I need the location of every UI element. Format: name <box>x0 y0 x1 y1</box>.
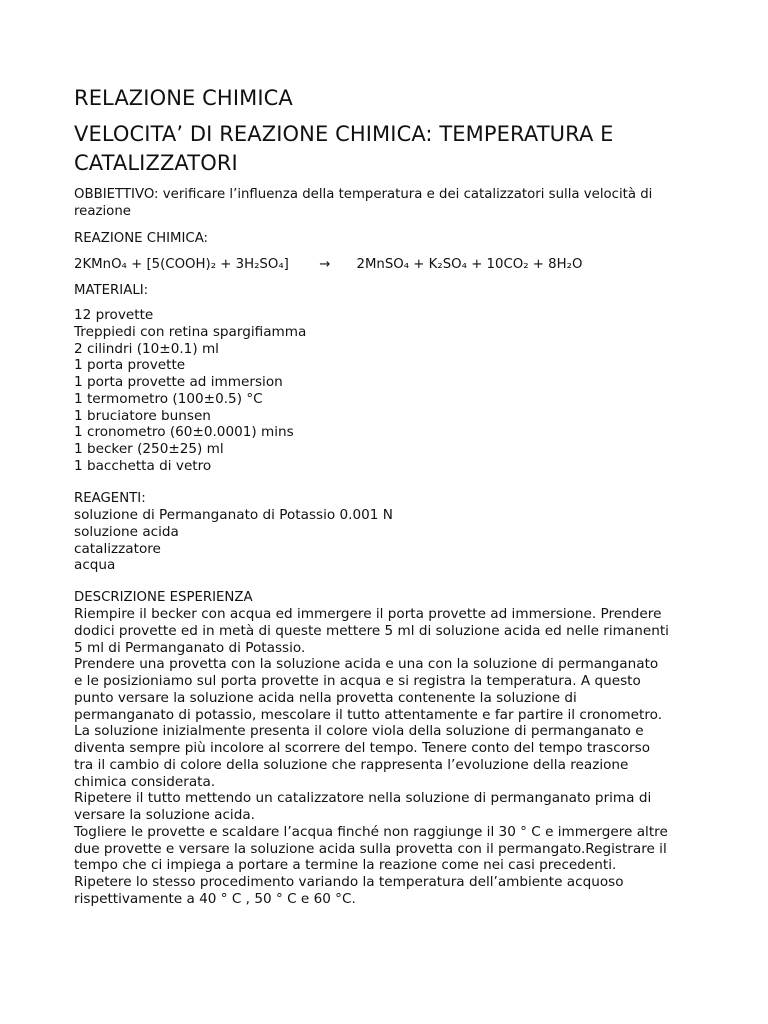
document-subtitle-line-2: CATALIZZATORI <box>74 151 238 175</box>
description-heading: DESCRIZIONE ESPERIENZA <box>74 590 253 605</box>
description-line: due provette e versare la soluzione acida sulla provetta con il permangato.Registrare il <box>74 840 667 857</box>
objective-line-1: OBBIETTIVO: verificare l’influenza della temperatura e dei catalizzatori sulla velocità di <box>74 187 653 202</box>
list-item: acqua <box>74 557 116 574</box>
list-item: soluzione di Permanganato di Potassio 0.001 N <box>74 507 393 523</box>
reaction-arrow: → <box>319 257 331 272</box>
description-line: Togliere le provette e scaldare l’acqua finché non raggiunge il 30 ° C e immergere altre <box>74 823 668 840</box>
description-line: Prendere una provetta con la soluzione acida e una con la soluzione di permanganato <box>74 656 659 673</box>
list-item: 1 porta provette ad immersion <box>74 374 283 390</box>
reagents-heading: REAGENTI: <box>74 491 146 506</box>
description-line: chimica considerata. <box>74 773 216 790</box>
description-line: La soluzione inizialmente presenta il colore viola della soluzione di permanganato e <box>74 723 644 740</box>
description-line: Ripetere lo stesso procedimento variando la temperatura dell’ambiente acquoso <box>74 874 624 890</box>
list-item: catalizzatore <box>74 540 161 557</box>
list-item: 1 termometro (100±0.5) °C <box>74 390 263 407</box>
list-item: 2 cilindri (10±0.1) ml <box>74 340 219 357</box>
reagents-list <box>74 507 393 574</box>
description-line: dodici provette ed in metà di queste mettere 5 ml di soluzione acida ed nelle rimanenti <box>74 622 669 639</box>
list-item: 1 porta provette <box>74 357 186 374</box>
description-line: tra il cambio di colore della soluzione che rappresenta l’evoluzione della reazione <box>74 756 629 773</box>
document-title: RELAZIONE CHIMICA <box>74 86 293 110</box>
description-line: tempo che ci impiega a portare a termine la reazione come nei casi precedenti. <box>74 857 617 874</box>
description-line: punto versare la soluzione acida nella provetta contenente la soluzione di <box>74 689 577 706</box>
list-item: 1 bacchetta di vetro <box>74 457 212 474</box>
document-subtitle-line-1: VELOCITA’ DI REAZIONE CHIMICA: TEMPERATURA E <box>74 122 614 146</box>
description-line: Riempire il becker con acqua ed immergere il porta provette ad immersione. Prendere <box>74 606 662 622</box>
list-item: 1 bruciatore bunsen <box>74 407 211 424</box>
list-item: 1 cronometro (60±0.0001) mins <box>74 424 294 441</box>
reaction-reactants: 2KMnO₄ + [5(COOH)₂ + 3H₂SO₄] <box>74 257 289 272</box>
reaction-equation <box>74 256 582 273</box>
list-item: 12 provette <box>74 307 154 323</box>
description-text <box>74 606 669 908</box>
description-line: permanganato di potassio, mescolare il tutto attentamente e far partire il cronometro. <box>74 706 663 723</box>
description-line: Ripetere il tutto mettendo un catalizzatore nella soluzione di permanganato prima di <box>74 790 652 807</box>
description-line: e le posizioniamo sul porta provette in acqua e si registra la temperatura. A questo <box>74 673 641 689</box>
reaction-heading: REAZIONE CHIMICA: <box>74 231 209 246</box>
list-item: Treppiedi con retina spargifiamma <box>74 323 307 340</box>
description-line: 5 ml di Permanganato di Potassio. <box>74 639 306 656</box>
list-item: soluzione acida <box>74 523 179 540</box>
list-item: 1 becker (250±25) ml <box>74 441 224 457</box>
description-line: rispettivamente a 40 ° C , 50 ° C e 60 °C. <box>74 890 356 907</box>
description-line: diventa sempre più incolore al scorrere del tempo. Tenere conto del tempo trascorso <box>74 740 651 756</box>
reaction-products: 2MnSO₄ + K₂SO₄ + 10CO₂ + 8H₂O <box>356 257 583 272</box>
materials-heading: MATERIALI: <box>74 283 149 298</box>
description-line: versare la soluzione acida. <box>74 807 255 823</box>
objective-line-2: reazione <box>74 204 131 219</box>
materials-list <box>74 307 306 475</box>
